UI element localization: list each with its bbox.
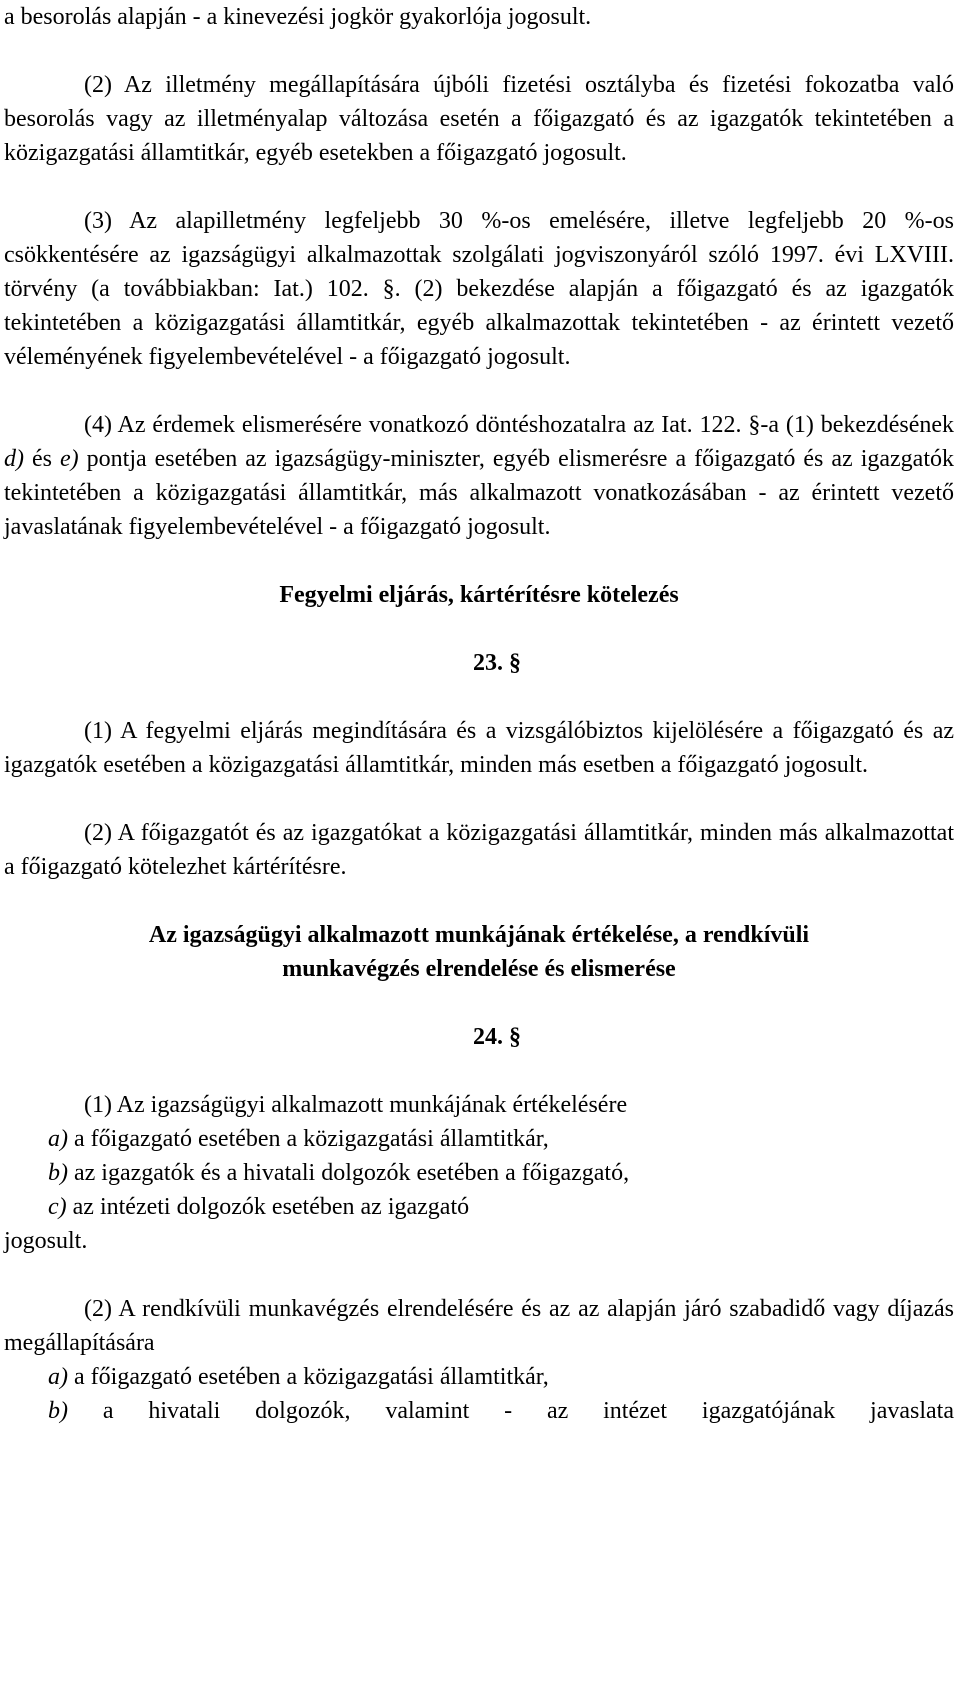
- section-23-paragraph-1: (1) A fegyelmi eljárás megindítására és a vizsgálóbiztos kijelölésére a főigazgató és az igazgatók esetében a közigazgatási államtitkár, minden más esetben a főigazgató jogosult.: [4, 718, 954, 778]
- paragraph-4: [4, 408, 954, 544]
- list-item: [4, 1190, 954, 1224]
- list-item: [4, 1156, 954, 1190]
- list-item: [4, 1394, 954, 1428]
- section-heading-evaluation-line-1: Az igazságügyi alkalmazott munkájának értékelése, a rendkívüli: [148, 922, 810, 948]
- section-23-paragraph-2: (2) A főigazgatót és az igazgatókat a közigazgatási államtitkár, minden más alkalmazottat a főigazgató kötelezhet kártérítésre.: [4, 820, 954, 880]
- paragraph-4-text-a: (4) Az érdemek elismerésére vonatkozó döntéshozatalra az Iat. 122. §-a (1) bekezdésének: [84, 412, 954, 438]
- section-heading-evaluation-line-2: munkavégzés elrendelése és elismerése: [282, 956, 676, 982]
- section-number-24: 24. §: [473, 1024, 521, 1050]
- list-item-text: a hivatali dolgozók, valamint - az intézet igazgatójának javaslata: [68, 1398, 954, 1424]
- list-item: [4, 1360, 954, 1394]
- list-marker: b): [48, 1398, 68, 1424]
- paragraph-continuation: a besorolás alapján - a kinevezési jogkör gyakorlója jogosult.: [4, 4, 592, 30]
- list-item-text: a főigazgató esetében a közigazgatási államtitkár,: [68, 1364, 549, 1390]
- list-marker: c): [48, 1194, 67, 1220]
- paragraph-4-text-c: pontja esetében az igazságügy-miniszter, egyéb elismerésre a főigazgató és az igazgatók tekintetében a közigazgatási államtitkár, más alkalmazott vonatkozásában - az érintett vezető javaslatának figyelembevételével - a főigazgató jogosult.: [4, 446, 954, 540]
- section-24-paragraph-2-intro: (2) A rendkívüli munkavégzés elrendelésére és az az alapján járó szabadidő vagy díjazás megállapítására: [4, 1296, 954, 1356]
- list-item-text: a főigazgató esetében a közigazgatási államtitkár,: [68, 1126, 549, 1152]
- section-24-paragraph-1-close: jogosult.: [4, 1228, 88, 1254]
- list-item: [4, 1122, 954, 1156]
- point-d-ref: d): [4, 446, 24, 472]
- paragraph-3: (3) Az alapilletmény legfeljebb 30 %-os emelésére, illetve legfeljebb 20 %-os csökkentésére az igazságügyi alkalmazottak szolgálati jogviszonyáról szóló 1997. évi LXVIII. törvény (a továbbiakban: Iat.) 102. §. (2) bekezdése alapján a főigazgató és az igazgatók tekintetében a közigazgatási államtitkár, egyéb alkalmazottak tekintetében - az érintett vezető véleményének figyelembevételével - a főigazgató jogosult.: [4, 208, 954, 370]
- paragraph-2: (2) Az illetmény megállapítására újbóli fizetési osztályba és fizetési fokozatba való besorolás vagy az illetményalap változása esetén a főigazgató és az igazgatók tekintetében a közigazgatási államtitkár, egyéb esetekben a főigazgató jogosult.: [4, 72, 954, 166]
- list-marker: b): [48, 1160, 68, 1186]
- paragraph-4-text-b: és: [24, 446, 60, 472]
- list-marker: a): [48, 1364, 68, 1390]
- section-heading-evaluation: [4, 918, 954, 986]
- section-number-23: 23. §: [473, 650, 521, 676]
- list-item-text: az igazgatók és a hivatali dolgozók esetében a főigazgató,: [68, 1160, 630, 1186]
- point-e-ref: e): [60, 446, 79, 472]
- list-marker: a): [48, 1126, 68, 1152]
- document-page: [4, 0, 954, 1428]
- list-item-text: az intézeti dolgozók esetében az igazgató: [66, 1194, 470, 1220]
- section-24-paragraph-1-intro: (1) Az igazságügyi alkalmazott munkájának értékelésére: [84, 1092, 628, 1118]
- section-heading-discipline: Fegyelmi eljárás, kártérítésre kötelezés: [279, 582, 679, 608]
